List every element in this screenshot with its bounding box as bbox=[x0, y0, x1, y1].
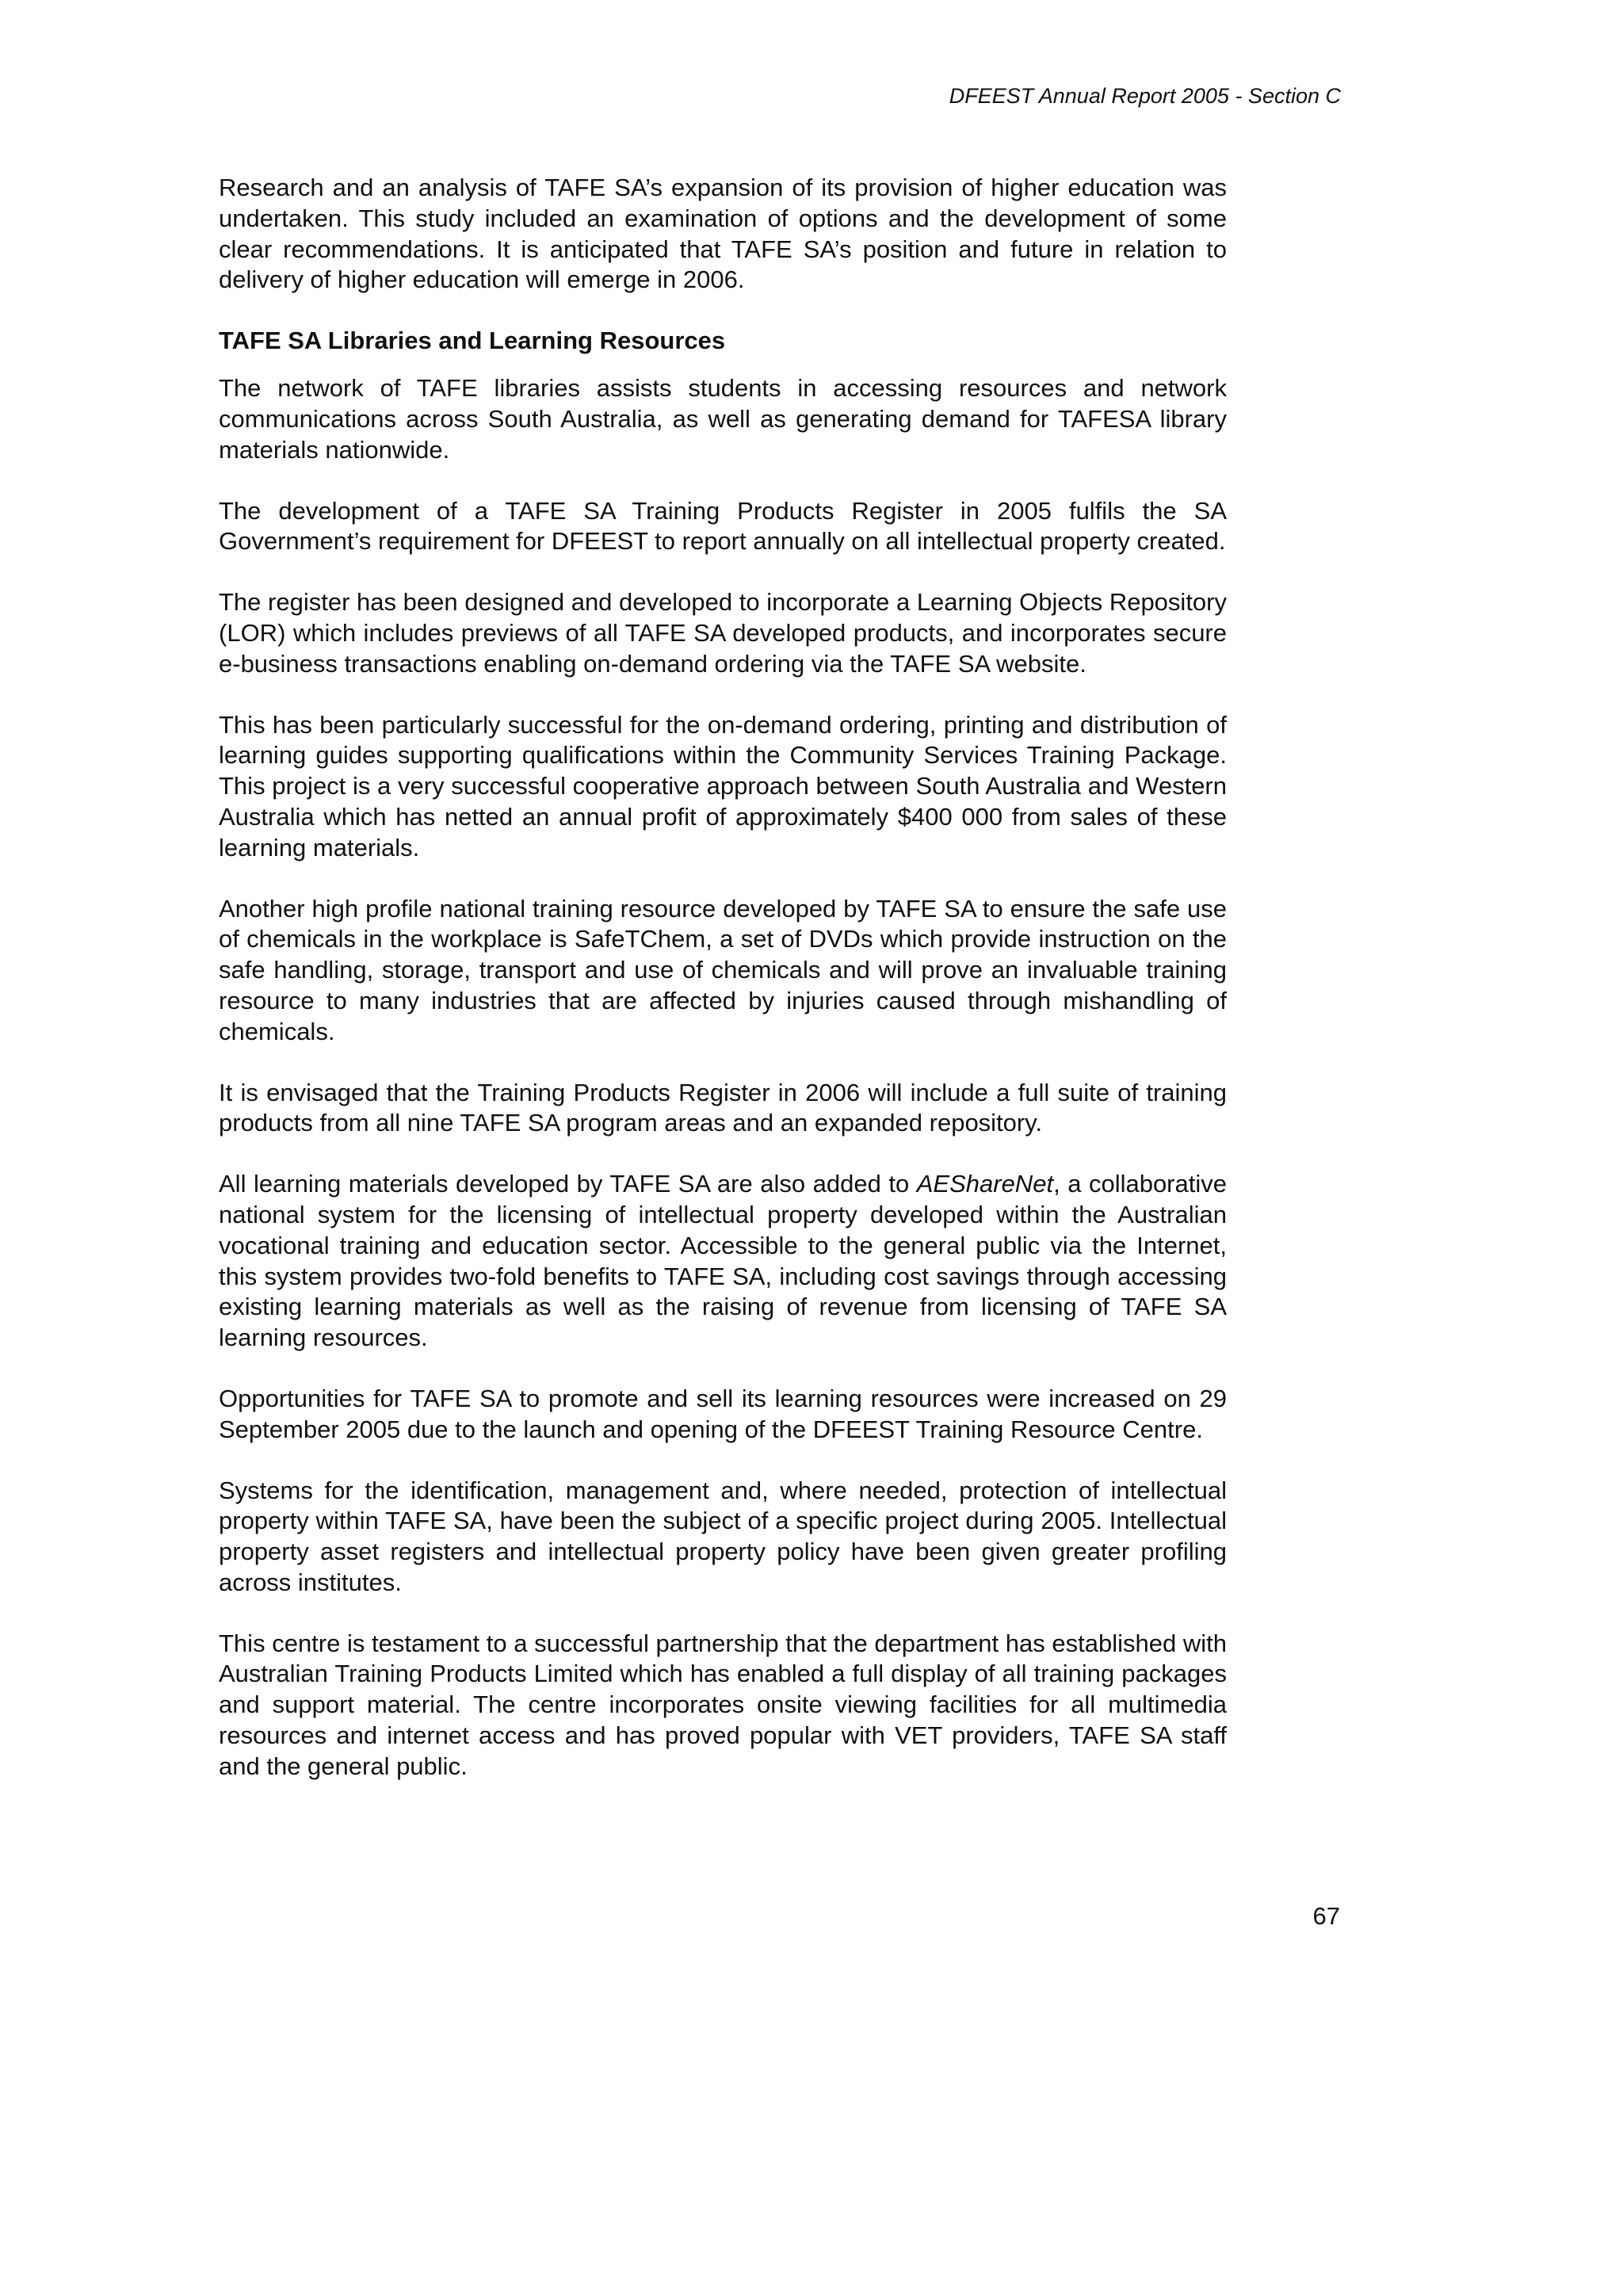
aesharenet-emphasis: AEShareNet bbox=[916, 1170, 1054, 1198]
paragraph-resource-centre: Opportunities for TAFE SA to promote and sell its learning resources were increased on 29 September 2005 due to the launch and opening of the DFEEST Training Resource Centre. bbox=[219, 1384, 1227, 1443]
intro-paragraph: Research and an analysis of TAFE SA’s expansion of its provision of higher education was undertaken. This study included an examination of options and the development of some clear recommendations. It is anticipated that TAFE SA’s position and future in relation to delivery of higher education will emerge in 2006. bbox=[219, 174, 1227, 294]
paragraph-aesharenet bbox=[219, 1169, 1227, 1354]
aesharenet-text-before: All learning materials developed by TAFE SA are also added to bbox=[219, 1170, 917, 1198]
paragraph-training-products-register: The development of a TAFE SA Training Products Register in 2005 fulfils the SA Government’s requirement for DFEEST to report annually on all intellectual property created. bbox=[219, 496, 1227, 556]
running-header: DFEEST Annual Report 2005 - Section C bbox=[949, 84, 1341, 108]
section-heading: TAFE SA Libraries and Learning Resources bbox=[219, 327, 726, 355]
paragraph-on-demand-ordering: This has been particularly successful for the on-demand ordering, printing and distribution of learning guides supporting qualifications within the Community Services Training Package. This project is a very successful cooperative approach between South Australia and Western Australia which has netted an annual profit of approximately $400 000 from sales of these learning materials. bbox=[219, 710, 1227, 861]
paragraph-centre-partnership: This centre is testament to a successful partnership that the department has established with Australian Training Products Limited which has enabled a full display of all training packages and support material. The centre incorporates onsite viewing facilities for all multimedia resources and internet access and has proved popular with VET providers, TAFE SA staff and the general public. bbox=[219, 1629, 1227, 1780]
page-body bbox=[219, 173, 1227, 1813]
paragraph-register-2006: It is envisaged that the Training Products Register in 2006 will include a full suite of training products from all nine TAFE SA program areas and an expanded repository. bbox=[219, 1078, 1227, 1137]
paragraph-intellectual-property: Systems for the identification, management and, where needed, protection of intellectual property within TAFE SA, have been the subject of a specific project during 2005. Intellectual property asset registers and intellectual property policy have been given greater profiling across institutes. bbox=[219, 1476, 1227, 1596]
page-number: 67 bbox=[1312, 1902, 1340, 1930]
paragraph-safetchem: Another high profile national training resource developed by TAFE SA to ensure the safe use of chemicals in the workplace is SafeTChem, a set of DVDs which provide instruction on the safe handling, storage, transport and use of chemicals and will prove an invaluable training resource to many industries that are affected by injuries caused through mishandling of chemicals. bbox=[219, 894, 1227, 1045]
paragraph-libraries-network: The network of TAFE libraries assists students in accessing resources and network communications across South Australia, as well as generating demand for TAFESA library materials nationwide. bbox=[219, 374, 1227, 464]
paragraph-register-design: The register has been designed and developed to incorporate a Learning Objects Repository (LOR) which includes previews of all TAFE SA developed products, and incorporates secure e-business transactions enabling on-demand ordering via the TAFE SA website. bbox=[219, 588, 1227, 678]
aesharenet-text-after: , a collaborative national system for the licensing of intellectual property developed within the Australian vocational training and education sector. Accessible to the general public via the Internet, this system provides two-fold benefits to TAFE SA, including cost savings through accessing existing learning materials as well as the raising of revenue from licensing of TAFE SA learning resources. bbox=[219, 1170, 1227, 1352]
